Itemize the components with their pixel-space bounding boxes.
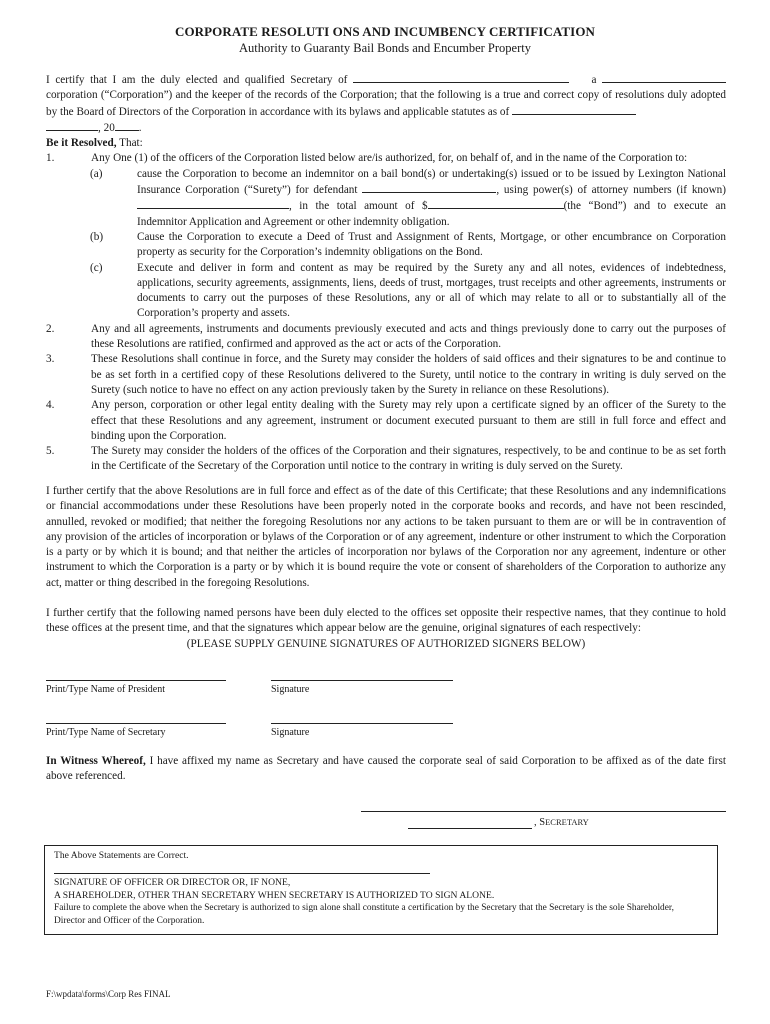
- total-amount-field[interactable]: [428, 198, 564, 209]
- item-number: 2.: [46, 322, 55, 335]
- item-text: Any One (1) of the officers of the Corporation listed below are/is authorized, for, on behalf of, and in the name of the Corporation to:: [91, 152, 688, 165]
- secretary-title-label: [534, 817, 589, 828]
- secretary-name-line[interactable]: [46, 723, 226, 724]
- certification-paragraph-2: I further certify that the following named persons have been duly elected to the offices set opposite their respective names, that they continue to hold these offices at the present time, and that the signatures which appear below are the genuine, original signatures of each respectively:: [46, 607, 726, 635]
- resolved-tail: That:: [116, 137, 143, 150]
- date-year-field[interactable]: [115, 120, 139, 131]
- item-number: 5.: [46, 445, 55, 458]
- subitem-a-text-4: (the “Bond”) and to execute an Indemnitor Application and Agreement or other indemnity obligation.: [137, 200, 726, 228]
- officer-attestation-box: [44, 845, 718, 935]
- intro-text-2: corporation (“Corporation”) and the keeper of the records of the Corporation; that the following is a true and correct copy of resolutions duly adopted by the Board of Directors of the Corporation in accordance with its bylaws and applicable statutes as of: [46, 89, 726, 118]
- resolution-item-3: [46, 352, 726, 398]
- secretary-final-signature-line[interactable]: [361, 811, 726, 812]
- secretary-title-prefix: , S: [534, 817, 546, 828]
- be-it-resolved: [46, 136, 726, 151]
- intro-section: [46, 72, 726, 475]
- subitem-c-text: Execute and deliver in form and content as may be required by the Surety any and all notes, evidences of indebtedness, applications, security agreements, assignments, liens, deeds of trust, mortgages, trust receipts and other agreements, instruments or documents to carry out the purposes of these Resolutions, any or all of which may relate to all or to substantially all of the Corporation’s property and assets.: [137, 261, 726, 320]
- box-line-correct: The Above Statements are Correct.: [54, 850, 189, 861]
- resolution-subitem-a: [46, 167, 726, 230]
- item-text: These Resolutions shall continue in force, and the Surety may consider the holders of said offices and their signatures to be and continue to be as set forth in a certified copy of these Resolutions delivered to the Surety, until notice to the contrary in writing is duly served on the Surety (such notice to have no effect on any action previously taken by the Surety in reliance on these Resolutions).: [91, 353, 726, 396]
- president-name-line[interactable]: [46, 680, 226, 681]
- box-line-shareholder: A SHAREHOLDER, OTHER THAN SECRETARY WHEN SECRETARY IS AUTHORIZED TO SIGN ALONE.: [54, 890, 495, 901]
- supply-signatures-note: (PLEASE SUPPLY GENUINE SIGNATURES OF AUTHORIZED SIGNERS BELOW): [186, 638, 586, 650]
- document-title: CORPORATE RESOLUTI ONS AND INCUMBENCY CERTIFICATION: [174, 24, 596, 39]
- document-subtitle: Authority to Guaranty Bail Bonds and Encumber Property: [239, 41, 531, 55]
- witness-text: I have affixed my name as Secretary and have caused the corporate seal of said Corporation to be affixed as of the date first above referenced.: [46, 755, 726, 783]
- state-field[interactable]: [602, 72, 726, 83]
- resolution-item-1: [46, 151, 726, 166]
- box-line-failure-note: Failure to complete the above when the Secretary is authorized to sign alone shall constitute a certification by the Secretary that the Secretary is the sole Shareholder, Director and Officer of the Corporation.: [54, 903, 674, 926]
- resolved-lead: Be it Resolved,: [46, 137, 117, 150]
- intro-paragraph: [46, 72, 726, 120]
- president-signature-line[interactable]: [271, 680, 453, 681]
- resolution-item-4: [46, 398, 726, 444]
- secretary-final-name-line[interactable]: [408, 828, 532, 829]
- item-text: Any person, corporation or other legal entity dealing with the Surety may rely upon a certificate signed by an officer of the Surety to the effect that these Resolutions and any agreement, instrument or document executed pursuant to them are still in full force and effect and binding upon the Corporation.: [91, 399, 726, 442]
- president-name-label: Print/Type Name of President: [46, 684, 165, 695]
- corporation-name-field[interactable]: [353, 72, 569, 83]
- item-text: Any and all agreements, instruments and documents previously executed and acts and things previously done to carry out the purposes of these Resolutions are ratified, confirmed and approved as the act or acts of the Corporation.: [91, 322, 726, 351]
- secretary-signature-line[interactable]: [271, 723, 453, 724]
- secretary-signature-label: Signature: [271, 727, 310, 738]
- date-month-day-field[interactable]: [512, 104, 636, 115]
- subitem-number: (b): [90, 230, 104, 243]
- officer-signature-line[interactable]: [54, 873, 430, 874]
- witness-paragraph: [46, 754, 726, 785]
- intro-text-1: I certify that I am the duly elected and qualified Secretary of: [46, 74, 348, 86]
- president-signature-label: Signature: [271, 684, 310, 695]
- date-day-field[interactable]: [46, 120, 98, 131]
- subitem-b-text: Cause the Corporation to execute a Deed of Trust and Assignment of Rents, Mortgage, or other encumbrance on Corporation property as security for the Corporation’s indemnity obligations on the Bond.: [137, 230, 726, 259]
- secretary-title-text: ECRETARY: [545, 817, 589, 827]
- witness-lead: In Witness Whereof,: [46, 755, 146, 767]
- item-number: 3.: [46, 353, 55, 366]
- subitem-a-text-1: cause the Corporation to become an indemnitor on a bail bond(s) or undertaking(s) issued or to be issued by Lexington National Insurance Corporation (“Surety”) for defendant: [137, 167, 726, 197]
- resolution-item-5: [46, 444, 726, 475]
- power-of-attorney-field[interactable]: [137, 198, 289, 209]
- certification-paragraph-1: I further certify that the above Resolutions are in full force and effect as of the date of this Certificate; that these Resolutions and any indemnifications or financial accommodations under these Resolutions have been properly noted in the corporate books and records, and have not been rescinded, annulled, revoked or modified; that neither the foregoing Resolutions nor any actions to be taken pursuant to them are or will be in contravention of any provision of the articles of incorporation or bylaws of the Corporation or of any agreement, indenture or other instrument to which the Corporation is a party or by which it is bound; and that neither the articles of incorporation nor bylaws of the Corporation nor any agreement, indenture or other instrument to which the Corporation is a party or by which it is bound require the vote or consent of shareholders of the Corporation to authorize any act, matter or thing described in the foregoing Resolutions.: [46, 485, 726, 589]
- item-text: The Surety may consider the holders of the offices of the Corporation and their signatures, respectively, to be and continue to be as set forth in the Certificate of the Secretary of the Corporation until notice to the contrary in writing is duly served on the Surety.: [91, 445, 726, 473]
- intro-year-line: [46, 120, 726, 136]
- intro-text-3: , 20: [98, 121, 115, 134]
- subitem-a-text-2: , using power(s) of attorney numbers (if known): [496, 184, 727, 197]
- subitem-number: (a): [90, 167, 103, 180]
- resolution-subitem-c: [46, 261, 726, 322]
- item-number: 4.: [46, 399, 55, 412]
- intro-text-period: .: [138, 121, 142, 134]
- subitem-number: (c): [90, 261, 103, 274]
- resolution-item-2: [46, 322, 726, 353]
- box-line-signature-of-officer: SIGNATURE OF OFFICER OR DIRECTOR OR, IF NONE,: [54, 877, 291, 888]
- defendant-field[interactable]: [362, 182, 496, 193]
- resolution-subitem-b: [46, 230, 726, 261]
- subitem-a-text-3: , in the total amount of $: [289, 200, 428, 213]
- intro-text-a: a: [591, 74, 597, 86]
- item-number: 1.: [46, 152, 55, 165]
- secretary-name-label: Print/Type Name of Secretary: [46, 727, 166, 738]
- file-path-footer: F:\wpdata\forms\Corp Res FINAL: [46, 989, 171, 999]
